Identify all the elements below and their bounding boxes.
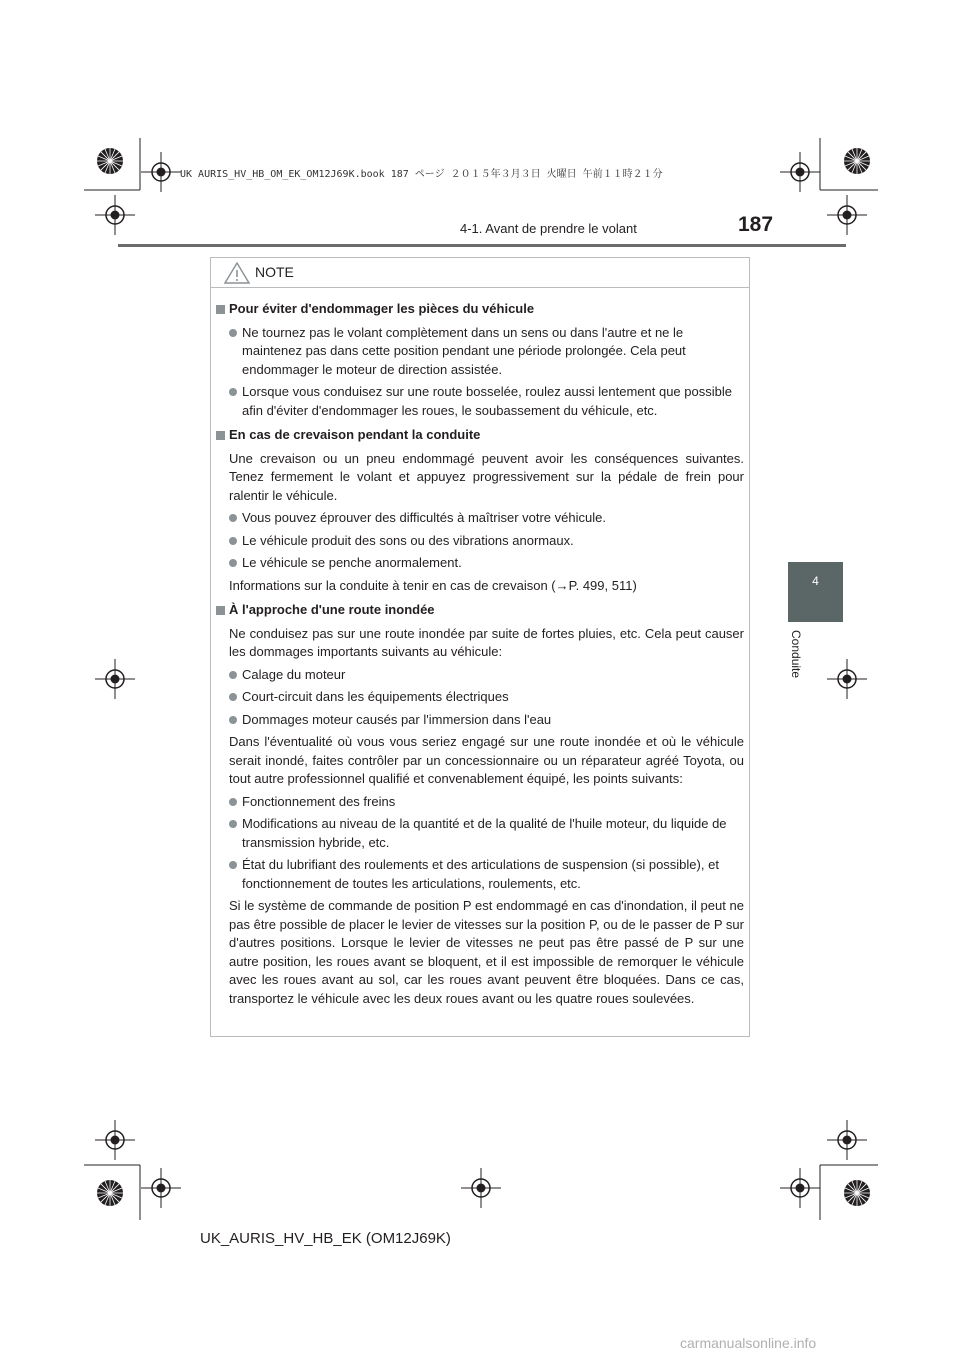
bullet-dot-icon [229, 671, 237, 679]
list-item: Le véhicule se penche anormalement. [216, 554, 744, 573]
square-bullet-icon [216, 606, 225, 615]
chapter-tab-label-text: Conduite [789, 630, 803, 679]
section-title: 4-1. Avant de prendre le volant [460, 221, 637, 236]
square-bullet-icon [216, 305, 225, 314]
page-number: 187 [738, 213, 774, 236]
list-item: Court-circuit dans les équipements électriques [216, 688, 744, 707]
bullet-dot-icon [229, 716, 237, 724]
bullet-dot-icon [229, 559, 237, 567]
paragraph: Ne conduisez pas sur une route inondée par suite de fortes pluies, etc. Cela peut causer les dommages importants suivants au véhicule: [229, 625, 744, 659]
cross-reference[interactable]: Informations sur la conduite à tenir en cas de crevaison (→P. 499, 511) [229, 577, 637, 593]
chapter-tab[interactable] [788, 562, 843, 622]
list-item: Ne tournez pas le volant complètement dans un sens ou dans l'autre et ne le maintenez pas dans cette position pendant une période prolongée. Cela peut endommager le moteur de direction assistée. [216, 324, 744, 380]
bullet-dot-icon [229, 537, 237, 545]
square-bullet-icon [216, 431, 225, 440]
list-item: Dommages moteur causés par l'immersion dans l'eau [216, 711, 744, 730]
note-title: NOTE [255, 264, 294, 280]
site-watermark: carmanualsonline.info [680, 1335, 817, 1351]
bullet-dot-icon [229, 388, 237, 396]
header-divider [118, 244, 846, 247]
print-info-line: UK AURIS_HV_HB_OM_EK_OM12J69K.book 187 ページ ２０１５年３月３日 火曜日 午前１１時２１分 [180, 169, 663, 180]
section-heading: À l'approche d'une route inondée [216, 601, 744, 620]
list-item: Fonctionnement des freins [216, 793, 744, 812]
list-item: État du lubrifiant des roulements et des articulations de suspension (si possible), et fonctionnement de toutes les articulations, roulements, etc. [216, 856, 744, 893]
note-content [216, 300, 744, 1012]
bullet-dot-icon [229, 329, 237, 337]
list-item: Le véhicule produit des sons ou des vibrations anormaux. [216, 532, 744, 551]
paragraph: Si le système de commande de position P est endommagé en cas d'inondation, il peut ne pas être possible de placer le levier de vitesses sur la position P, ou de le passer de P sur d'autres positions. Lorsque le levier de vitesses ne peut pas être passé de P sur une autre position, les roues avant se bloquent, et il est impossible de remorquer le véhicule avec les roues avant au sol, car les roues avant peuvent être bloquées. Dans ce cas, transportez le véhicule avec les deux roues avant ou les quatre roues soulevées. [229, 898, 744, 1006]
list-item: Calage du moteur [216, 666, 744, 685]
section-heading: Pour éviter d'endommager les pièces du véhicule [216, 300, 744, 319]
list-item: Vous pouvez éprouver des difficultés à maîtriser votre véhicule. [216, 509, 744, 528]
bullet-dot-icon [229, 820, 237, 828]
list-item: Lorsque vous conduisez sur une route bosselée, roulez aussi lentement que possible afin d'éviter d'endommager les roues, le soubassement du véhicule, etc. [216, 383, 744, 420]
document-code: UK_AURIS_HV_HB_EK (OM12J69K) [200, 1230, 451, 1247]
warning-triangle-icon [224, 262, 250, 284]
bullet-dot-icon [229, 861, 237, 869]
paragraph: Dans l'éventualité où vous vous seriez engagé sur une route inondée et où le véhicule serait inondé, faites contrôler par un concessionnaire ou un réparateur agréé Toyota, ou tout autre professionnel qualifié et convenablement équipé, les points suivants: [229, 734, 744, 786]
section-heading: En cas de crevaison pendant la conduite [216, 426, 744, 445]
bullet-dot-icon [229, 514, 237, 522]
bullet-dot-icon [229, 798, 237, 806]
chapter-tab-number: 4 [812, 574, 819, 588]
chapter-tab-label [789, 630, 809, 690]
bullet-dot-icon [229, 693, 237, 701]
paragraph: Une crevaison ou un pneu endommagé peuvent avoir les conséquences suivantes. Tenez fermement le volant et appuyez progressivement sur la pédale de frein pour ralentir le véhicule. [229, 450, 744, 503]
list-item: Modifications au niveau de la quantité et de la qualité de l'huile moteur, du liquide de transmission hybride, etc. [216, 815, 744, 852]
